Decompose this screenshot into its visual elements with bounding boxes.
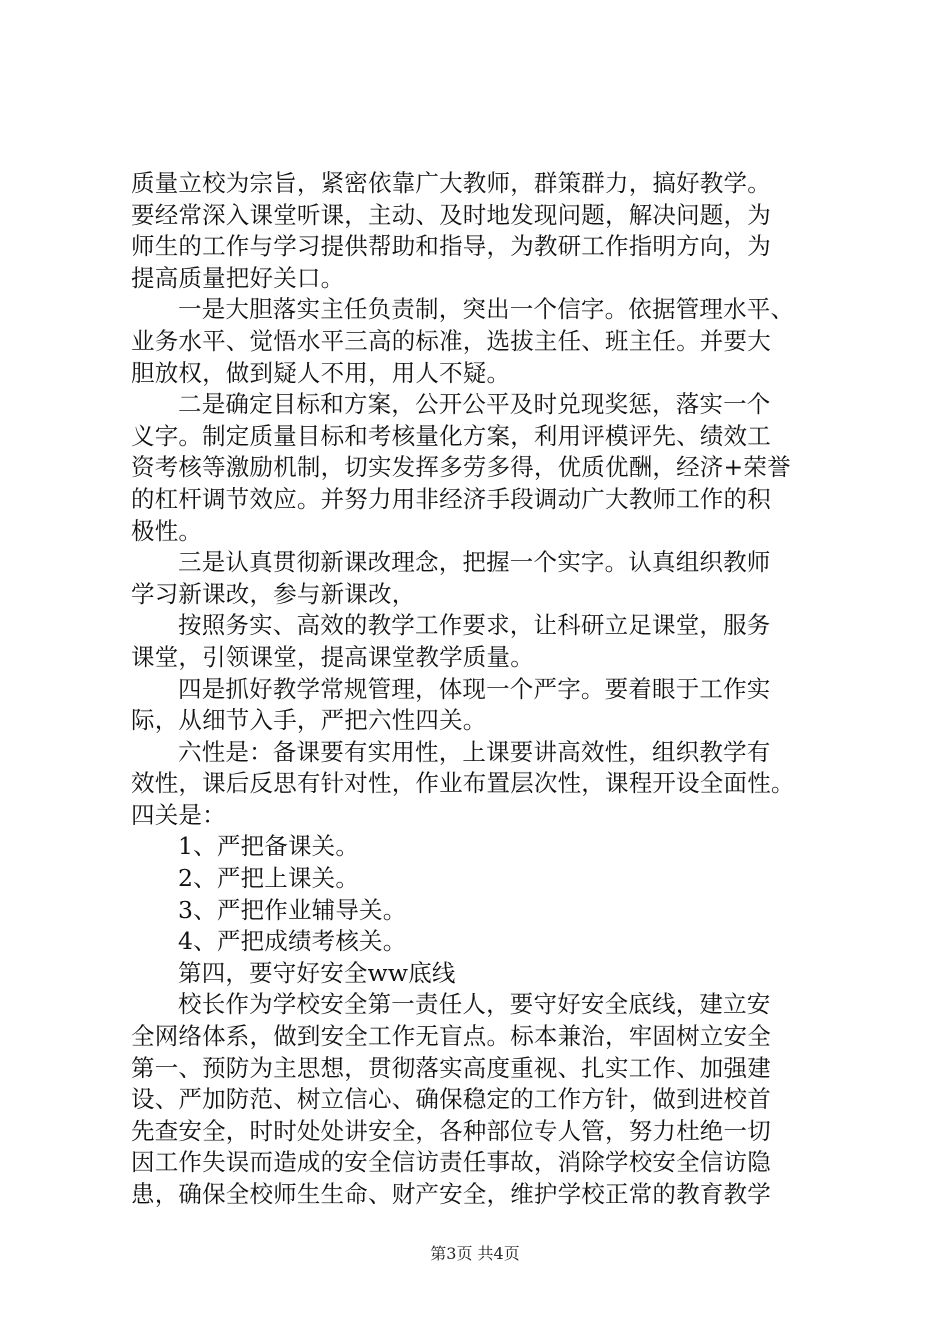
text-line: 因工作失误而造成的安全信访责任事故，消除学校安全信访隐	[131, 1148, 771, 1177]
text-line: 全网络体系，做到安全工作无盲点。标本兼治，牢固树立安全	[131, 1022, 771, 1051]
text-line: 效性，课后反思有针对性，作业布置层次性，课程开设全面性。	[131, 769, 795, 798]
text-line: 4、严把成绩考核关。	[178, 927, 407, 956]
text-line: 六性是：备课要有实用性，上课要讲高效性，组织教学有	[178, 737, 771, 766]
text-line: 义字。制定质量目标和考核量化方案，利用评模评先、绩效工	[131, 421, 771, 450]
text-line: 按照务实、高效的教学工作要求，让科研立足课堂，服务	[178, 611, 771, 640]
text-line: 师生的工作与学习提供帮助和指导，为教研工作指明方向，为	[131, 232, 771, 261]
text-line: 3、严把作业辅导关。	[178, 895, 407, 924]
text-line: 校长作为学校安全第一责任人，要守好安全底线，建立安	[178, 990, 771, 1019]
text-line: 一是大胆落实主任负责制，突出一个信字。依据管理水平、	[178, 295, 795, 324]
text-line: 三是认真贯彻新课改理念，把握一个实字。认真组织教师	[178, 548, 771, 577]
text-line: 业务水平、觉悟水平三高的标准，选拔主任、班主任。并要大	[131, 326, 771, 355]
text-line: 二是确定目标和方案，公开公平及时兑现奖惩，落实一个	[178, 390, 771, 419]
text-line: 际，从细节入手，严把六性四关。	[131, 706, 487, 735]
text-line: 资考核等激励机制，切实发挥多劳多得，优质优酬，经济+荣誉	[131, 453, 791, 482]
text-line: 要经常深入课堂听课，主动、及时地发现问题，解决问题，为	[131, 200, 771, 229]
text-line: 四关是：	[131, 800, 226, 829]
text-line: 课堂，引领课堂，提高课堂教学质量。	[131, 642, 534, 671]
text-line: 先查安全，时时处处讲安全，各种部位专人管，努力杜绝一切	[131, 1116, 771, 1145]
text-line: 设、严加防范、树立信心、确保稳定的工作方针，做到进校首	[131, 1085, 771, 1114]
text-line: 胆放权，做到疑人不用，用人不疑。	[131, 358, 511, 387]
text-line: 质量立校为宗旨，紧密依靠广大教师，群策群力，搞好教学。	[131, 169, 771, 197]
text-line: 提高质量把好关口。	[131, 263, 345, 292]
text-line: 四是抓好教学常规管理，体现一个严字。要着眼于工作实	[178, 674, 771, 703]
text-line: 第四，要守好安全ww底线	[178, 958, 456, 987]
body-text	[131, 168, 836, 1211]
text-line: 1、严把备课关。	[178, 832, 360, 861]
text-line: 极性。	[131, 516, 203, 545]
text-line: 第一、预防为主思想，贯彻落实高度重视、扎实工作、加强建	[131, 1053, 771, 1082]
page-footer: 第3页 共4页	[430, 1244, 520, 1263]
text-line: 学习新课改，参与新课改，	[131, 579, 416, 608]
text-line: 患，确保全校师生生命、财产安全，维护学校正常的教育教学	[131, 1180, 771, 1208]
text-line: 2、严把上课关。	[178, 864, 360, 893]
text-line: 的杠杆调节效应。并努力用非经济手段调动广大教师工作的积	[131, 484, 771, 513]
